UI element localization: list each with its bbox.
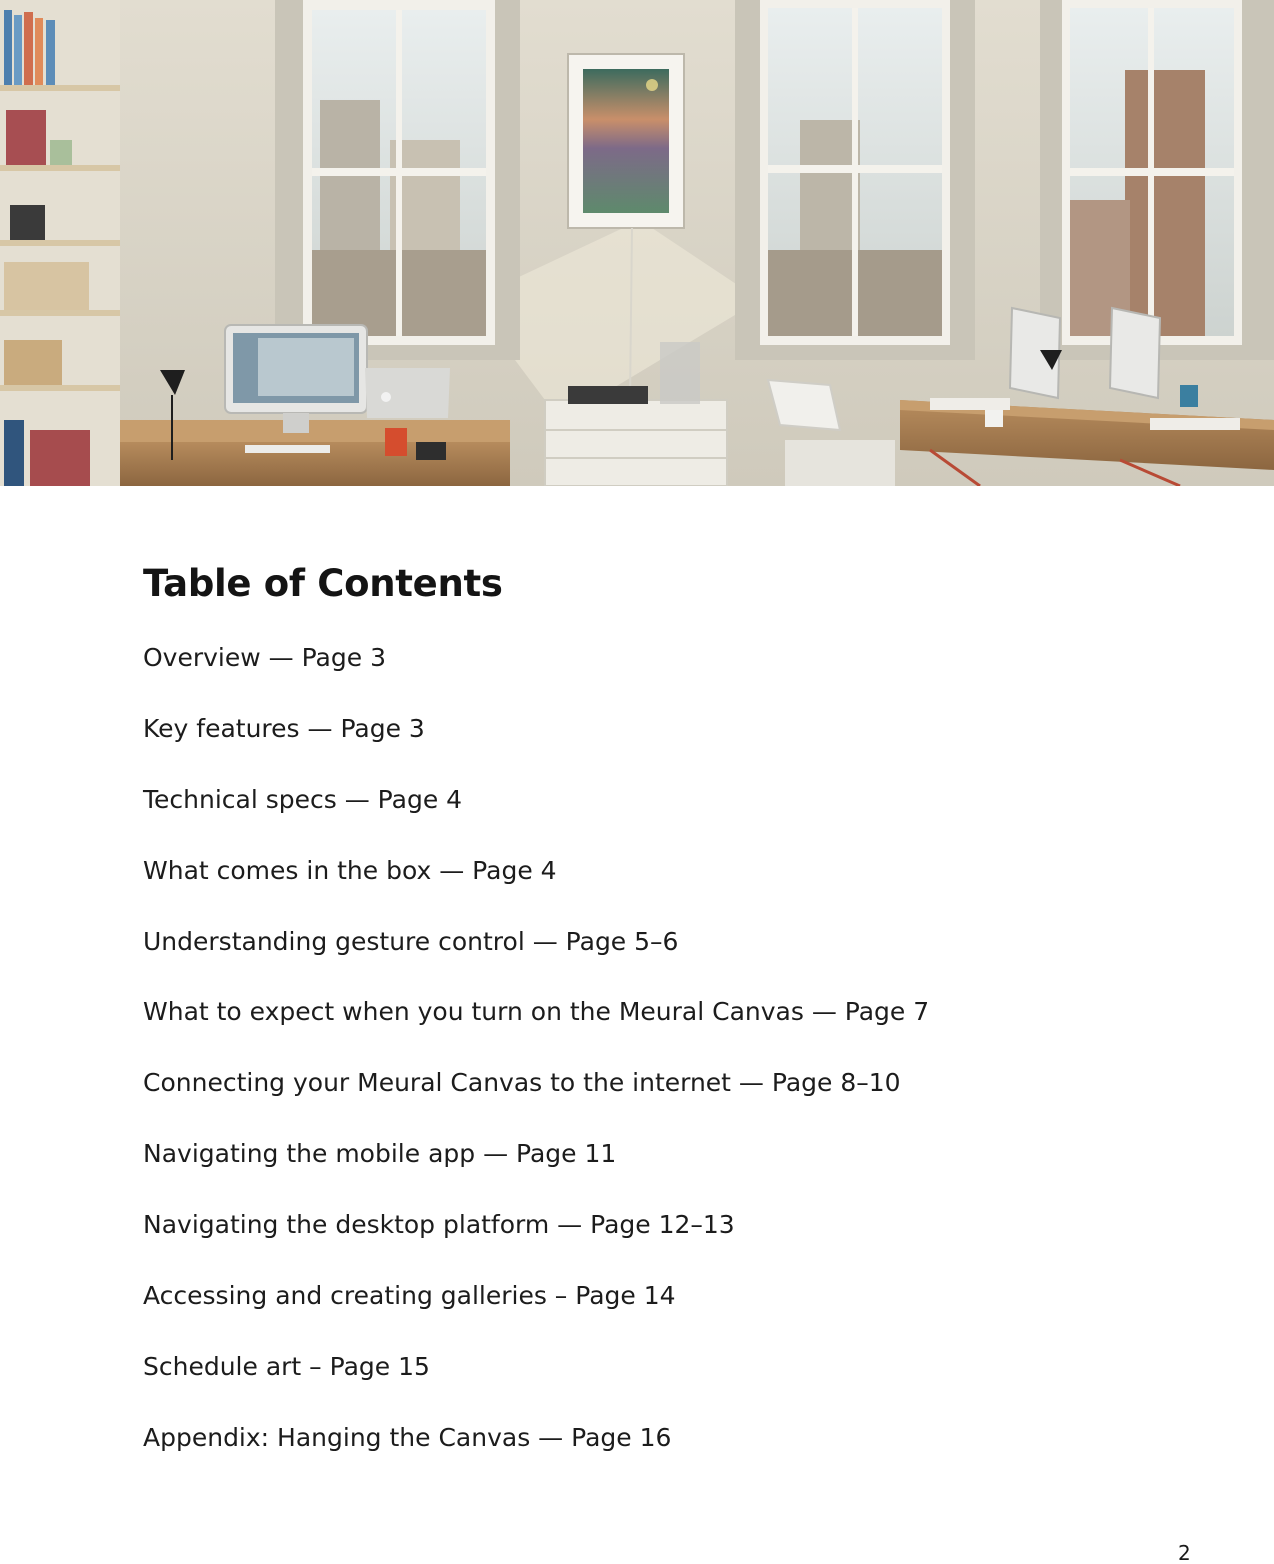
office-interior-illustration	[0, 0, 1274, 486]
window-center	[735, 0, 975, 360]
toc-item-mobile-app: Navigating the mobile app — Page 11	[143, 1139, 617, 1169]
toc-item-gesture-control: Understanding gesture control — Page 5–6	[143, 926, 679, 956]
toc-item-what-to-expect: What to expect when you turn on the Meural Canvas — Page 7	[143, 997, 930, 1027]
table-of-contents	[143, 556, 1143, 1452]
toc-item-appendix: Appendix: Hanging the Canvas — Page 16	[143, 1422, 672, 1452]
toc-item-schedule-art: Schedule art – Page 15	[143, 1351, 430, 1381]
window-left	[275, 0, 520, 360]
hero-image	[0, 0, 1274, 486]
toc-item-galleries: Accessing and creating galleries – Page 14	[143, 1281, 676, 1311]
toc-item-overview: Overview — Page 3	[143, 643, 386, 672]
toc-item-key-features: Key features — Page 3	[143, 713, 425, 743]
page-number: 2	[1178, 1541, 1191, 1564]
window-right	[1040, 0, 1274, 360]
toc-list	[143, 628, 929, 1479]
bookshelf	[0, 0, 120, 486]
toc-item-in-the-box: What comes in the box — Page 4	[143, 855, 557, 885]
toc-item-connecting-internet: Connecting your Meural Canvas to the internet — Page 8–10	[143, 1068, 901, 1098]
toc-item-technical-specs: Technical specs — Page 4	[143, 784, 463, 814]
toc-item-desktop-platform: Navigating the desktop platform — Page 12–13	[143, 1210, 735, 1240]
toc-title: Table of Contents	[143, 562, 503, 605]
